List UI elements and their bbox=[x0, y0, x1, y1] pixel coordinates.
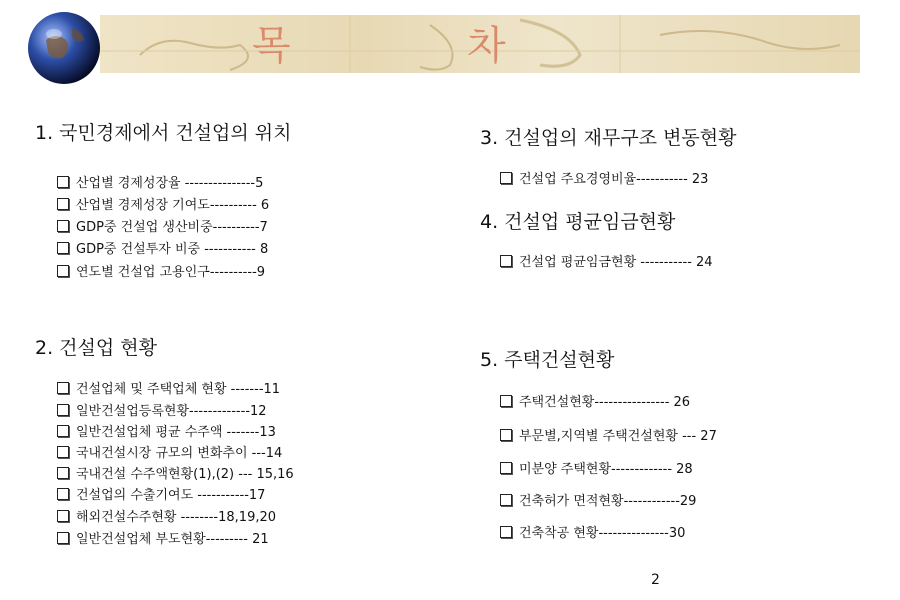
globe-icon bbox=[26, 10, 102, 86]
section2-heading: 2. 건설업 현황 bbox=[35, 337, 157, 359]
list-item[interactable]: 미분양 주택현황------------- 28 bbox=[500, 458, 693, 477]
checkbox-icon bbox=[57, 176, 69, 188]
checkbox-icon bbox=[500, 255, 512, 267]
checkbox-icon bbox=[57, 265, 69, 277]
list-item[interactable]: 해외건설수주현황 --------18,19,20 bbox=[57, 506, 276, 525]
checkbox-icon bbox=[57, 488, 69, 500]
checkbox-icon bbox=[500, 494, 512, 506]
list-item[interactable]: 부문별,지역별 주택건설현황 --- 27 bbox=[500, 425, 717, 444]
list-item[interactable]: 산업별 경제성장율 ---------------5 bbox=[57, 172, 263, 191]
title-char-1: 목 bbox=[252, 23, 291, 69]
checkbox-icon bbox=[500, 395, 512, 407]
checkbox-icon bbox=[57, 532, 69, 544]
section3-heading: 3. 건설업의 재무구조 변동현황 bbox=[480, 127, 737, 149]
list-item[interactable]: GDP중 건설투자 비중 ----------- 8 bbox=[57, 238, 268, 257]
checkbox-icon bbox=[57, 220, 69, 232]
checkbox-icon bbox=[57, 198, 69, 210]
list-item[interactable]: 건설업체 및 주택업체 현황 -------11 bbox=[57, 378, 280, 397]
checkbox-icon bbox=[57, 446, 69, 458]
list-item[interactable]: 건설업 평균임금현황 ----------- 24 bbox=[500, 251, 713, 270]
list-item[interactable]: 건설업의 수출기여도 -----------17 bbox=[57, 484, 265, 503]
checkbox-icon bbox=[500, 429, 512, 441]
list-item[interactable]: 국내건설시장 규모의 변화추이 ---14 bbox=[57, 442, 282, 461]
checkbox-icon bbox=[57, 404, 69, 416]
list-item[interactable]: GDP중 건설업 생산비중----------7 bbox=[57, 216, 268, 235]
checkbox-icon bbox=[57, 467, 69, 479]
list-item[interactable]: 건축허가 면적현황------------29 bbox=[500, 490, 696, 509]
section1-heading: 1. 국민경제에서 건설업의 위치 bbox=[35, 122, 292, 144]
list-item[interactable]: 일반건설업등록현황-------------12 bbox=[57, 400, 267, 419]
title-char-2: 차 bbox=[467, 23, 506, 69]
list-item[interactable]: 일반건설업체 평균 수주액 -------13 bbox=[57, 421, 276, 440]
checkbox-icon bbox=[500, 526, 512, 538]
section5-heading: 5. 주택건설현황 bbox=[480, 349, 615, 371]
list-item[interactable]: 국내건설 수주액현황(1),(2) --- 15,16 bbox=[57, 463, 294, 482]
page-number: 2 bbox=[651, 572, 660, 588]
checkbox-icon bbox=[57, 425, 69, 437]
list-item[interactable]: 건설업 주요경영비율----------- 23 bbox=[500, 168, 708, 187]
list-item[interactable]: 주택건설현황---------------- 26 bbox=[500, 391, 690, 410]
list-item[interactable]: 산업별 경제성장 기여도---------- 6 bbox=[57, 194, 269, 213]
checkbox-icon bbox=[57, 510, 69, 522]
list-item[interactable]: 일반건설업체 부도현황--------- 21 bbox=[57, 528, 269, 547]
section4-heading: 4. 건설업 평균임금현황 bbox=[480, 211, 676, 233]
checkbox-icon bbox=[57, 382, 69, 394]
list-item[interactable]: 연도별 건설업 고용인구----------9 bbox=[57, 261, 265, 280]
checkbox-icon bbox=[500, 172, 512, 184]
list-item[interactable]: 건축착공 현황---------------30 bbox=[500, 522, 685, 541]
checkbox-icon bbox=[500, 462, 512, 474]
checkbox-icon bbox=[57, 242, 69, 254]
